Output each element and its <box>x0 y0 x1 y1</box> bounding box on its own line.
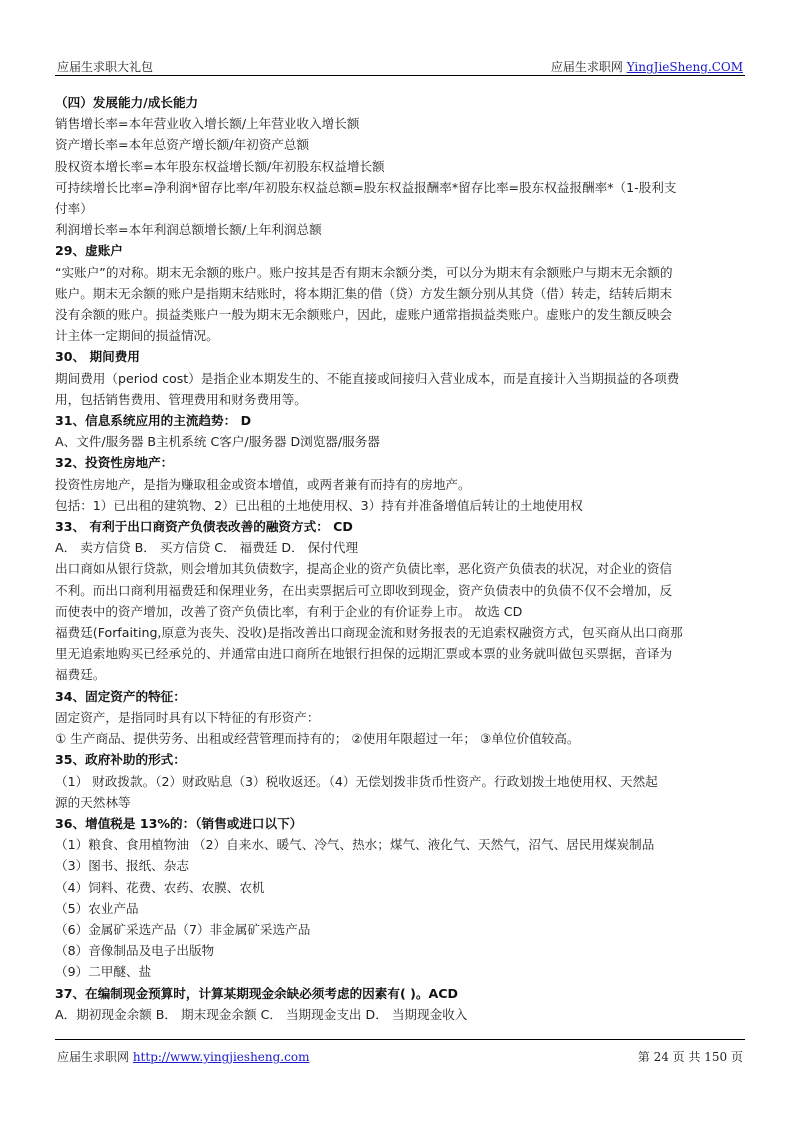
header-site-name: 应届生求职网 <box>550 60 627 74</box>
section-heading: 33、 有利于出口商资产负债表改善的融资方式： CD <box>55 519 353 535</box>
text-line: （1） 财政拨款。（2）财政贴息（3）税收返还。（4）无偿划拨非货币性资产。行政划拨土地使用权、天然起 <box>55 773 658 789</box>
text-line: 固定资产，是指同时具有以下特征的有形资产： <box>55 709 320 725</box>
section-heading: 35、政府补助的形式： <box>55 752 186 768</box>
text-line: 期间费用（period cost）是指企业本期发生的、不能直接或间接归入营业成本，而是直接计入当期损益的各项费 <box>55 370 680 386</box>
text-line: 福费廷(Forfaiting,原意为丧失、没收)是指改善出口商现金流和财务报表的无追索权融资方式，包买商从出口商那 <box>55 625 683 641</box>
section-heading: 36、增值税是 13%的：（销售或进口以下） <box>55 815 303 831</box>
text-line: （6）金属矿采选产品（7）非金属矿采选产品 <box>55 921 311 937</box>
text-line: 计主体一定期间的损益情况。 <box>55 328 219 344</box>
text-line: （3）图书、报纸、杂志 <box>55 858 189 874</box>
footer-site <box>57 1048 309 1065</box>
header-site-link[interactable]: YingJieSheng.COM <box>626 60 743 74</box>
text-line: （1）粮食、食用植物油 （2）自来水、暖气、冷气、热水；煤气、液化气、天然气，沼气、居民用煤炭制品 <box>55 837 655 853</box>
section-heading: 34、固定资产的特征： <box>55 688 186 704</box>
section-heading: 30、 期间费用 <box>55 349 140 365</box>
header-title: 应届生求职大礼包 <box>57 60 154 74</box>
text-line: A．期初现金余额 B． 期末现金余额 C． 当期现金支出 D． 当期现金收入 <box>55 1006 468 1022</box>
text-line: A、文件/服务器 B主机系统 C客户/服务器 D浏览器/服务器 <box>55 434 380 450</box>
text-line: A． 卖方信贷 B． 买方信贷 C． 福费廷 D． 保付代理 <box>55 540 359 556</box>
text-line: （5）农业产品 <box>55 900 139 916</box>
text-line: （9）二甲醚、盐 <box>55 964 152 980</box>
text-line: ① 生产商品、提供劳务、出租或经营管理而持有的； ②使用年限超过一年； ③单位价值较高。 <box>55 731 580 747</box>
page-header <box>55 55 745 76</box>
page-number: 第 24 页 共 150 页 <box>637 1050 743 1064</box>
text-line: 付率） <box>55 201 93 217</box>
footer-site-name: 应届生求职网 <box>57 1050 133 1064</box>
text-line: 福费廷。 <box>55 667 106 683</box>
text-line: （4）饲料、花费、农药、农膜、农机 <box>55 879 265 895</box>
text-line: 包括：1）已出租的建筑物、2）已出租的土地使用权、3）持有并准备增值后转让的土地使用权 <box>55 497 583 513</box>
text-line: （8）音像制品及电子出版物 <box>55 943 215 959</box>
section-heading: 31、信息系统应用的主流趋势： D <box>55 413 252 429</box>
text-line: 可持续增长比率=净利润*留存比率/年初股东权益总额=股东权益报酬率*留存比率=股东权益报酬率*（1-股利支 <box>55 179 677 195</box>
text-line: 账户。期末无余额的账户是指期末结账时，将本期汇集的借（贷）方发生额分别从其贷（借）转走，结转后期末 <box>55 285 673 301</box>
text-line: 里无追索地购买已经承兑的、并通常由进口商所在地银行担保的远期汇票或本票的业务就叫做包买票据，音译为 <box>55 646 673 662</box>
section-heading: 29、虚账户 <box>55 243 123 259</box>
text-line: 而使表中的资产增加，改善了资产负债比率，有利于企业的有价证券上市。 故选 CD <box>55 603 523 619</box>
text-line: 利润增长率=本年利润总额增长额/上年利润总额 <box>55 222 322 238</box>
text-line: 资产增长率=本年总资产增长额/年初资产总额 <box>55 137 310 153</box>
page-footer <box>55 1039 745 1062</box>
section-heading: （四）发展能力/成长能力 <box>55 95 199 110</box>
text-line: 没有余额的账户。损益类账户一般为期末无余额账户，因此，虚账户通常指损益类账户。虚账户的发生额反映会 <box>55 307 673 323</box>
text-line: 不利。而出口商利用福费廷和保理业务，在出卖票据后可立即收到现金，资产负债表中的负债不仅不会增加，反 <box>55 582 673 598</box>
section-heading: 37、在编制现金预算时，计算某期现金余缺必须考虑的因素有( )。ACD <box>55 985 458 1001</box>
text-line: “实账户”的对称。期末无余额的账户。账户按其是否有期末余额分类，可以分为期末有余额账户与期末无余额的 <box>55 264 673 280</box>
text-line: 股权资本增长率=本年股东权益增长额/年初股东权益增长额 <box>55 158 385 174</box>
text-line: 出口商如从银行贷款，则会增加其负债数字，提高企业的资产负债比率，恶化资产负债表的状况，对企业的资信 <box>55 561 673 577</box>
text-line: 销售增长率=本年营业收入增长额/上年营业收入增长额 <box>55 116 360 132</box>
text-line: 用，包括销售费用、管理费用和财务费用等。 <box>55 391 307 407</box>
text-line: 投资性房地产，是指为赚取租金或资本增值，或两者兼有而持有的房地产。 <box>55 476 471 492</box>
section-heading: 32、投资性房地产： <box>55 455 174 471</box>
text-line: 源的天然林等 <box>55 794 131 810</box>
header-site <box>551 58 743 75</box>
document-body <box>55 92 745 1025</box>
footer-site-link[interactable]: http://www.yingjiesheng.com <box>132 1050 310 1064</box>
